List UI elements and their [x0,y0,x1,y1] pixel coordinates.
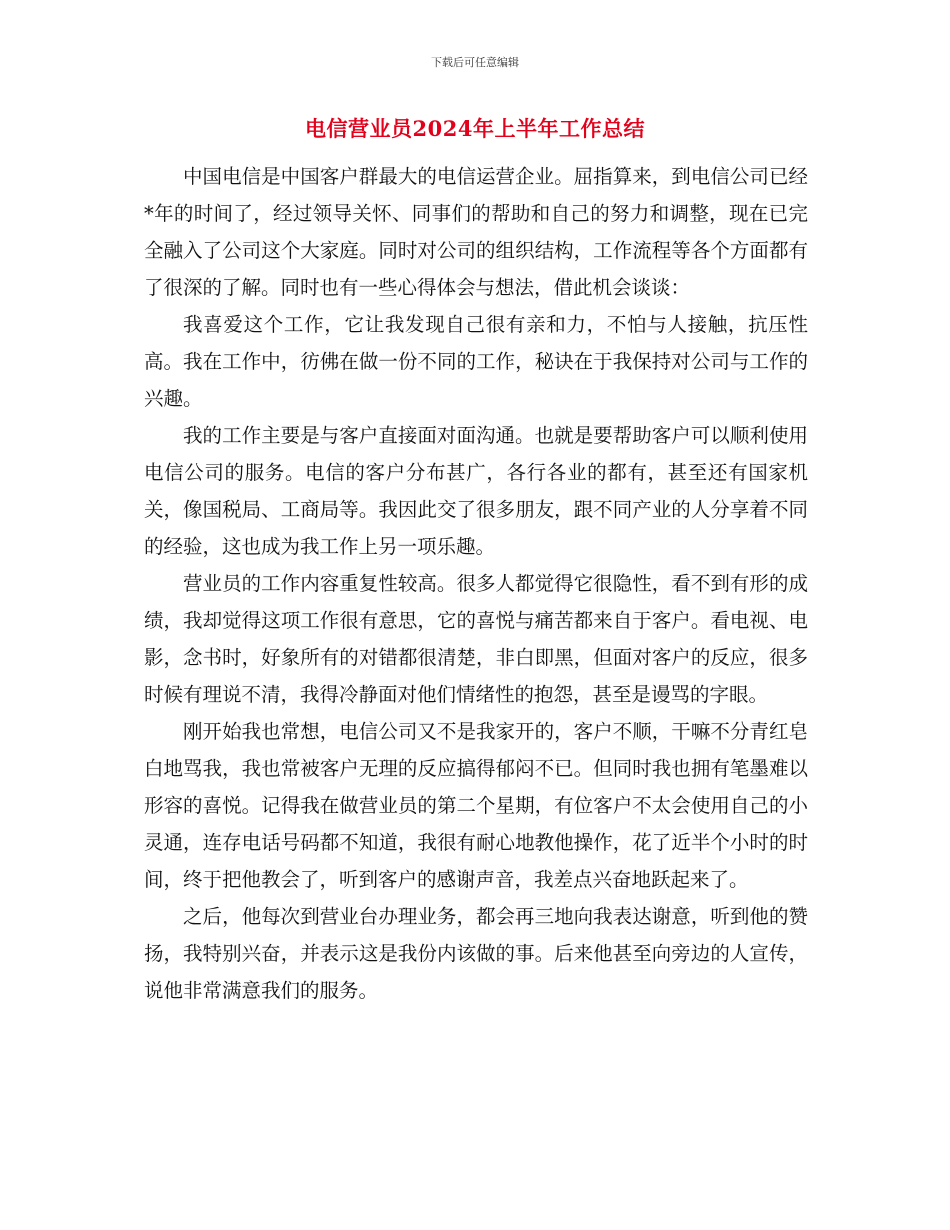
paragraph: 我喜爱这个工作，它让我发现自己很有亲和力，不怕与人接触，抗压性高。我在工作中，彷佛在做一份不同的工作，秘诀在于我保持对公司与工作的兴趣。 [144,313,808,410]
document-body [144,158,808,1009]
page-header-note: 下载后可任意编辑 [431,56,519,69]
document-title: 电信营业员2024年上半年工作总结 [305,116,645,141]
paragraph: 我的工作主要是与客户直接面对面沟通。也就是要帮助客户可以顺利使用电信公司的服务。电信的客户分布甚广，各行各业的都有，甚至还有国家机关，像国税局、工商局等。我因此交了很多朋友，跟不同产业的人分享着不同的经验，这也成为我工作上另一项乐趣。 [144,424,808,558]
paragraph: 之后，他每次到营业台办理业务，都会再三地向我表达谢意，听到他的赞扬，我特别兴奋，并表示这是我份内该做的事。后来他甚至向旁边的人宣传，说他非常满意我们的服务。 [144,905,808,1002]
paragraph: 刚开始我也常想，电信公司又不是我家开的，客户不顺，干嘛不分青红皂白地骂我，我也常被客户无理的反应搞得郁闷不已。但同时我也拥有笔墨难以形容的喜悦。记得我在做营业员的第二个星期，有位客户不太会使用自己的小灵通，连存电话号码都不知道，我很有耐心地教他操作，花了近半个小时的时间，终于把他教会了，听到客户的感谢声音，我差点兴奋地跃起来了。 [144,720,808,891]
paragraph: 营业员的工作内容重复性较高。很多人都觉得它很隐性，看不到有形的成绩，我却觉得这项工作很有意思，它的喜悦与痛苦都来自于客户。看电视、电影，念书时，好象所有的对错都很清楚，非白即黑，但面对客户的反应，很多时候有理说不清，我得冷静面对他们情绪性的抱怨，甚至是谩骂的字眼。 [144,572,808,706]
paragraph: 中国电信是中国客户群最大的电信运营企业。屈指算来，到电信公司已经*年的时间了，经过领导关怀、同事们的帮助和自己的努力和调整，现在已完全融入了公司这个大家庭。同时对公司的组织结构，工作流程等各个方面都有了很深的了解。同时也有一些心得体会与想法，借此机会谈谈： [144,165,808,299]
